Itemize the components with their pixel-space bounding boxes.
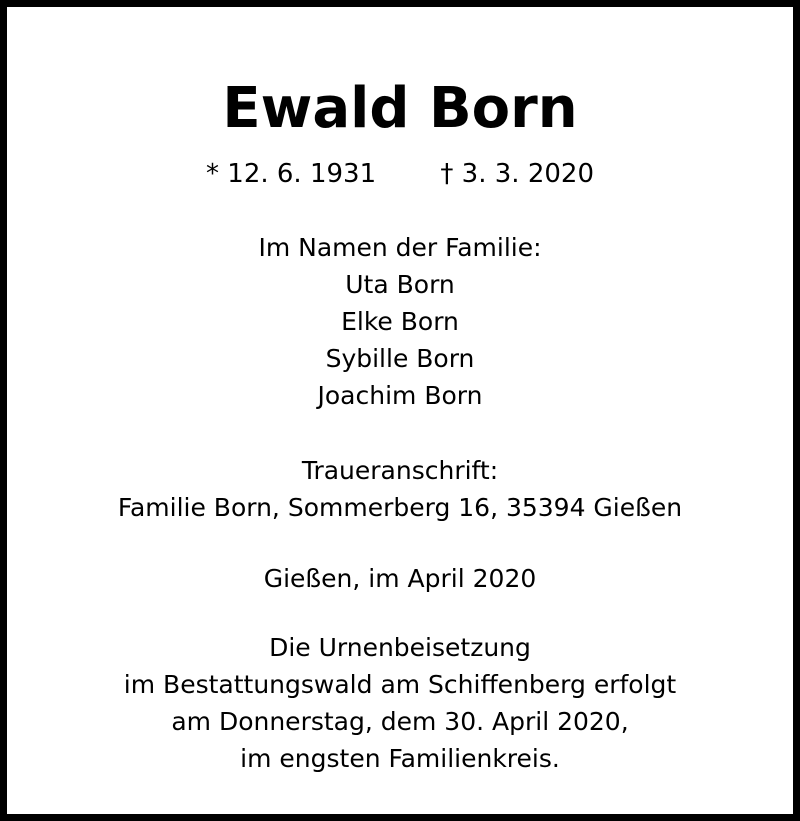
burial-line: im Bestattungswald am Schiffenberg erfolgt — [123, 670, 677, 699]
burial-info-section — [7, 629, 793, 777]
family-member: Sybille Born — [325, 344, 475, 373]
family-member: Elke Born — [341, 307, 459, 336]
death-date: † 3. 3. 2020 — [440, 159, 594, 189]
burial-line: Die Urnenbeisetzung — [269, 633, 531, 662]
burial-line: am Donnerstag, dem 30. April 2020, — [171, 707, 629, 736]
place-date-text: Gießen, im April 2020 — [263, 564, 537, 593]
address-label: Traueranschrift: — [301, 456, 499, 485]
family-member: Uta Born — [345, 270, 455, 299]
family-member: Joachim Born — [317, 381, 483, 410]
mourning-address-section — [7, 452, 793, 526]
birth-date: * 12. 6. 1931 — [206, 159, 377, 189]
place-and-date — [7, 560, 793, 597]
life-dates — [7, 157, 793, 191]
family-intro: Im Namen der Familie: — [258, 233, 542, 262]
burial-line: im engsten Familienkreis. — [240, 744, 560, 773]
deceased-name: Ewald Born — [222, 76, 578, 141]
family-section — [7, 229, 793, 414]
address-text: Familie Born, Sommerberg 16, 35394 Gießen — [117, 493, 683, 522]
